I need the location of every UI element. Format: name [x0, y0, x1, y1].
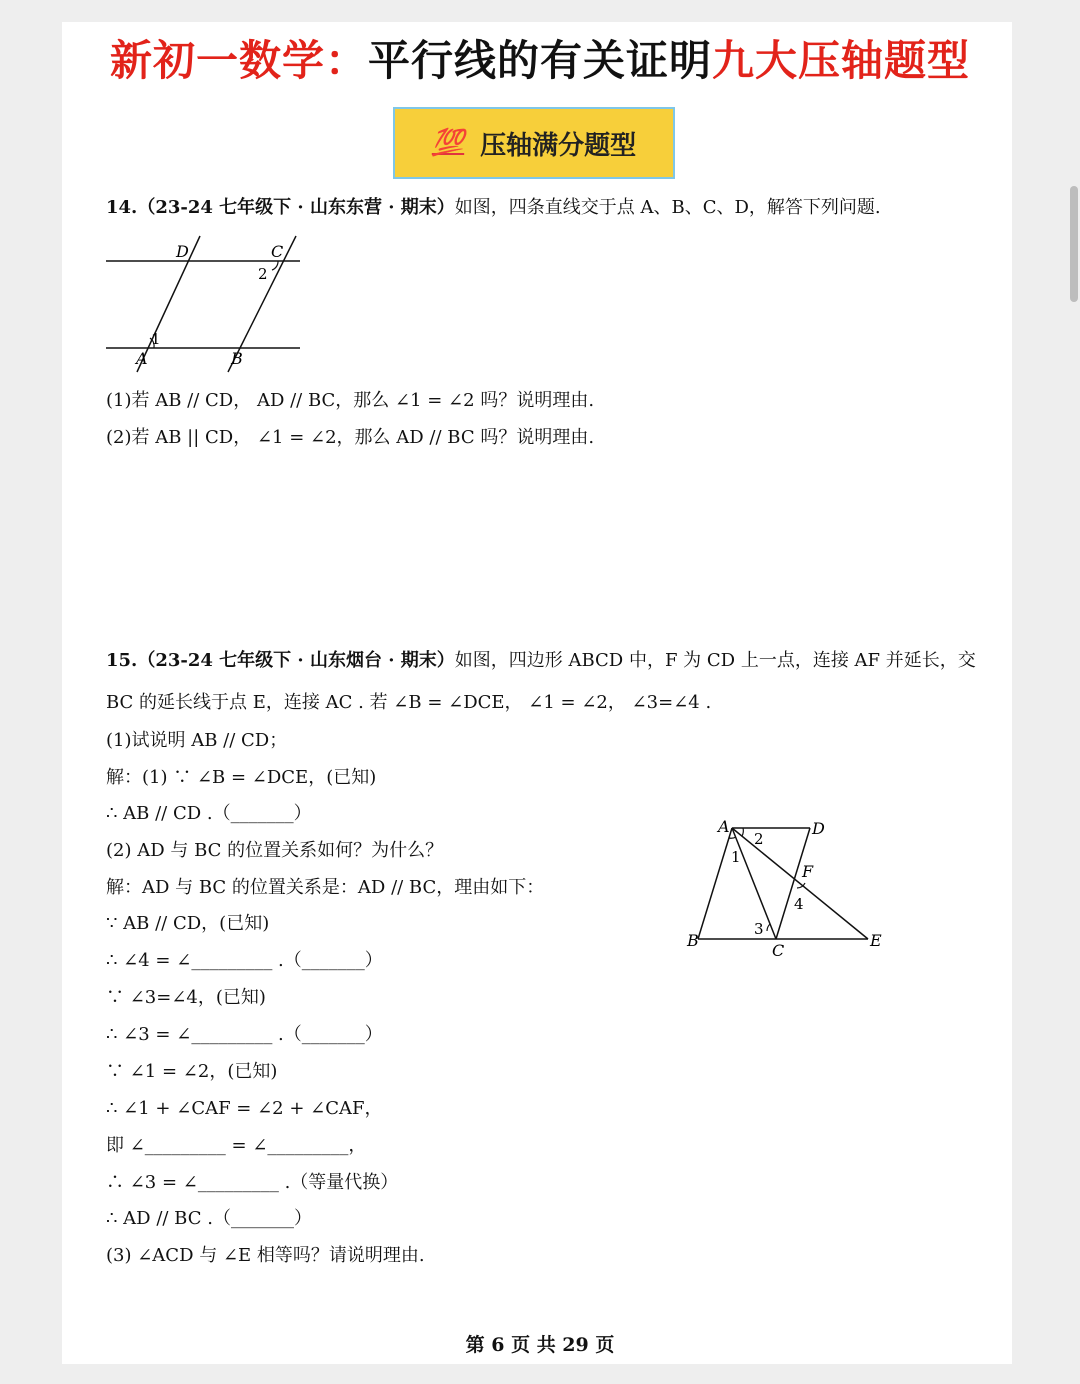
label-D: D: [176, 242, 189, 261]
q15-line: ∴ AB // CD .（_______）: [106, 803, 312, 824]
label-2: 2: [258, 265, 268, 283]
q14-head: 14.（23-24 七年级下 · 山东东营 · 期末）: [106, 197, 455, 218]
label-1: 1: [151, 330, 161, 348]
angle1-arc: [729, 837, 736, 838]
q15-line: (2) AD 与 BC 的位置关系如何？为什么？: [106, 840, 444, 861]
label-B: B: [231, 349, 243, 368]
label-B: B: [687, 931, 699, 950]
label-D: D: [812, 819, 825, 838]
scrollbar-thumb[interactable]: [1070, 186, 1078, 302]
page-footer: 第 6 页 共 29 页: [465, 1334, 615, 1356]
angle2-arc: [742, 828, 743, 836]
q15-line: 即 ∠_________ = ∠_________，: [106, 1135, 367, 1156]
label-E: E: [870, 931, 882, 950]
angle3-arc: [767, 924, 770, 931]
q15-line: 解：(1) ∵ ∠B = ∠DCE，(已知): [106, 767, 377, 788]
q14-figure: [100, 232, 310, 377]
title-part1: 新初一数学：: [109, 36, 368, 85]
hundred-icon: 💯: [431, 128, 465, 158]
label-2: 2: [754, 830, 764, 848]
q15-line: ∵ ∠1 = ∠2，(已知): [106, 1061, 278, 1082]
q15-line: ∴ ∠3 = ∠_________ .（_______）: [106, 1024, 383, 1045]
q15-line: ∵ ∠3=∠4，(已知): [106, 987, 266, 1008]
label-C: C: [271, 242, 284, 261]
title-part2: 平行线的有关证明: [367, 36, 712, 85]
q14-part1: (1)若 AB // CD， AD // BC，那么 ∠1 = ∠2 吗？说明理由.: [106, 390, 595, 411]
q15-line: ∴ ∠1 + ∠CAF = ∠2 + ∠CAF，: [106, 1098, 383, 1119]
q14-header: [106, 193, 881, 219]
seg-ae: [732, 828, 868, 939]
q15-line: ∴ AD // BC .（_______）: [106, 1208, 312, 1229]
label-1: 1: [731, 848, 741, 866]
q14-text: 如图，四条直线交于点 A、B、C、D，解答下列问题.: [454, 197, 881, 218]
q15-figure: [680, 810, 900, 960]
seg-ab: [698, 828, 732, 939]
label-3: 3: [754, 920, 764, 938]
q15-line: ∴ ∠4 = ∠_________ .（_______）: [106, 950, 383, 971]
q15-line: (3) ∠ACD 与 ∠E 相等吗？请说明理由.: [106, 1245, 425, 1266]
badge: [393, 107, 675, 179]
label-C: C: [772, 941, 785, 960]
q15-line: (1)试说明 AB // CD；: [106, 730, 288, 751]
label-A: A: [718, 817, 730, 836]
angle2-arc: [272, 261, 278, 270]
badge-label: 压轴满分题型: [480, 130, 637, 161]
label-A: A: [136, 349, 148, 368]
q15-line: ∵ AB // CD，(已知): [106, 913, 270, 934]
q15-line: ∴ ∠3 = ∠_________ .（等量代换）: [106, 1172, 399, 1193]
label-4: 4: [794, 895, 804, 913]
title-part3: 九大压轴题型: [712, 36, 971, 85]
label-F: F: [802, 862, 814, 881]
q15-text2: BC 的延长线于点 E，连接 AC . 若 ∠B = ∠DCE， ∠1 = ∠2， ∠3=∠4 .: [106, 692, 712, 713]
q15-head: 15.（23-24 七年级下 · 山东烟台 · 期末）: [106, 650, 455, 671]
q14-part2: (2)若 AB || CD， ∠1 = ∠2，那么 AD // BC 吗？说明理由.: [106, 427, 595, 448]
q15-line: 解：AD 与 BC 的位置关系是：AD // BC，理由如下：: [106, 877, 545, 898]
q15-text1: 如图，四边形 ABCD 中，F 为 CD 上一点，连接 AF 并延长，交: [454, 650, 976, 671]
q15-header: [106, 646, 976, 672]
page-title: [0, 28, 1080, 88]
